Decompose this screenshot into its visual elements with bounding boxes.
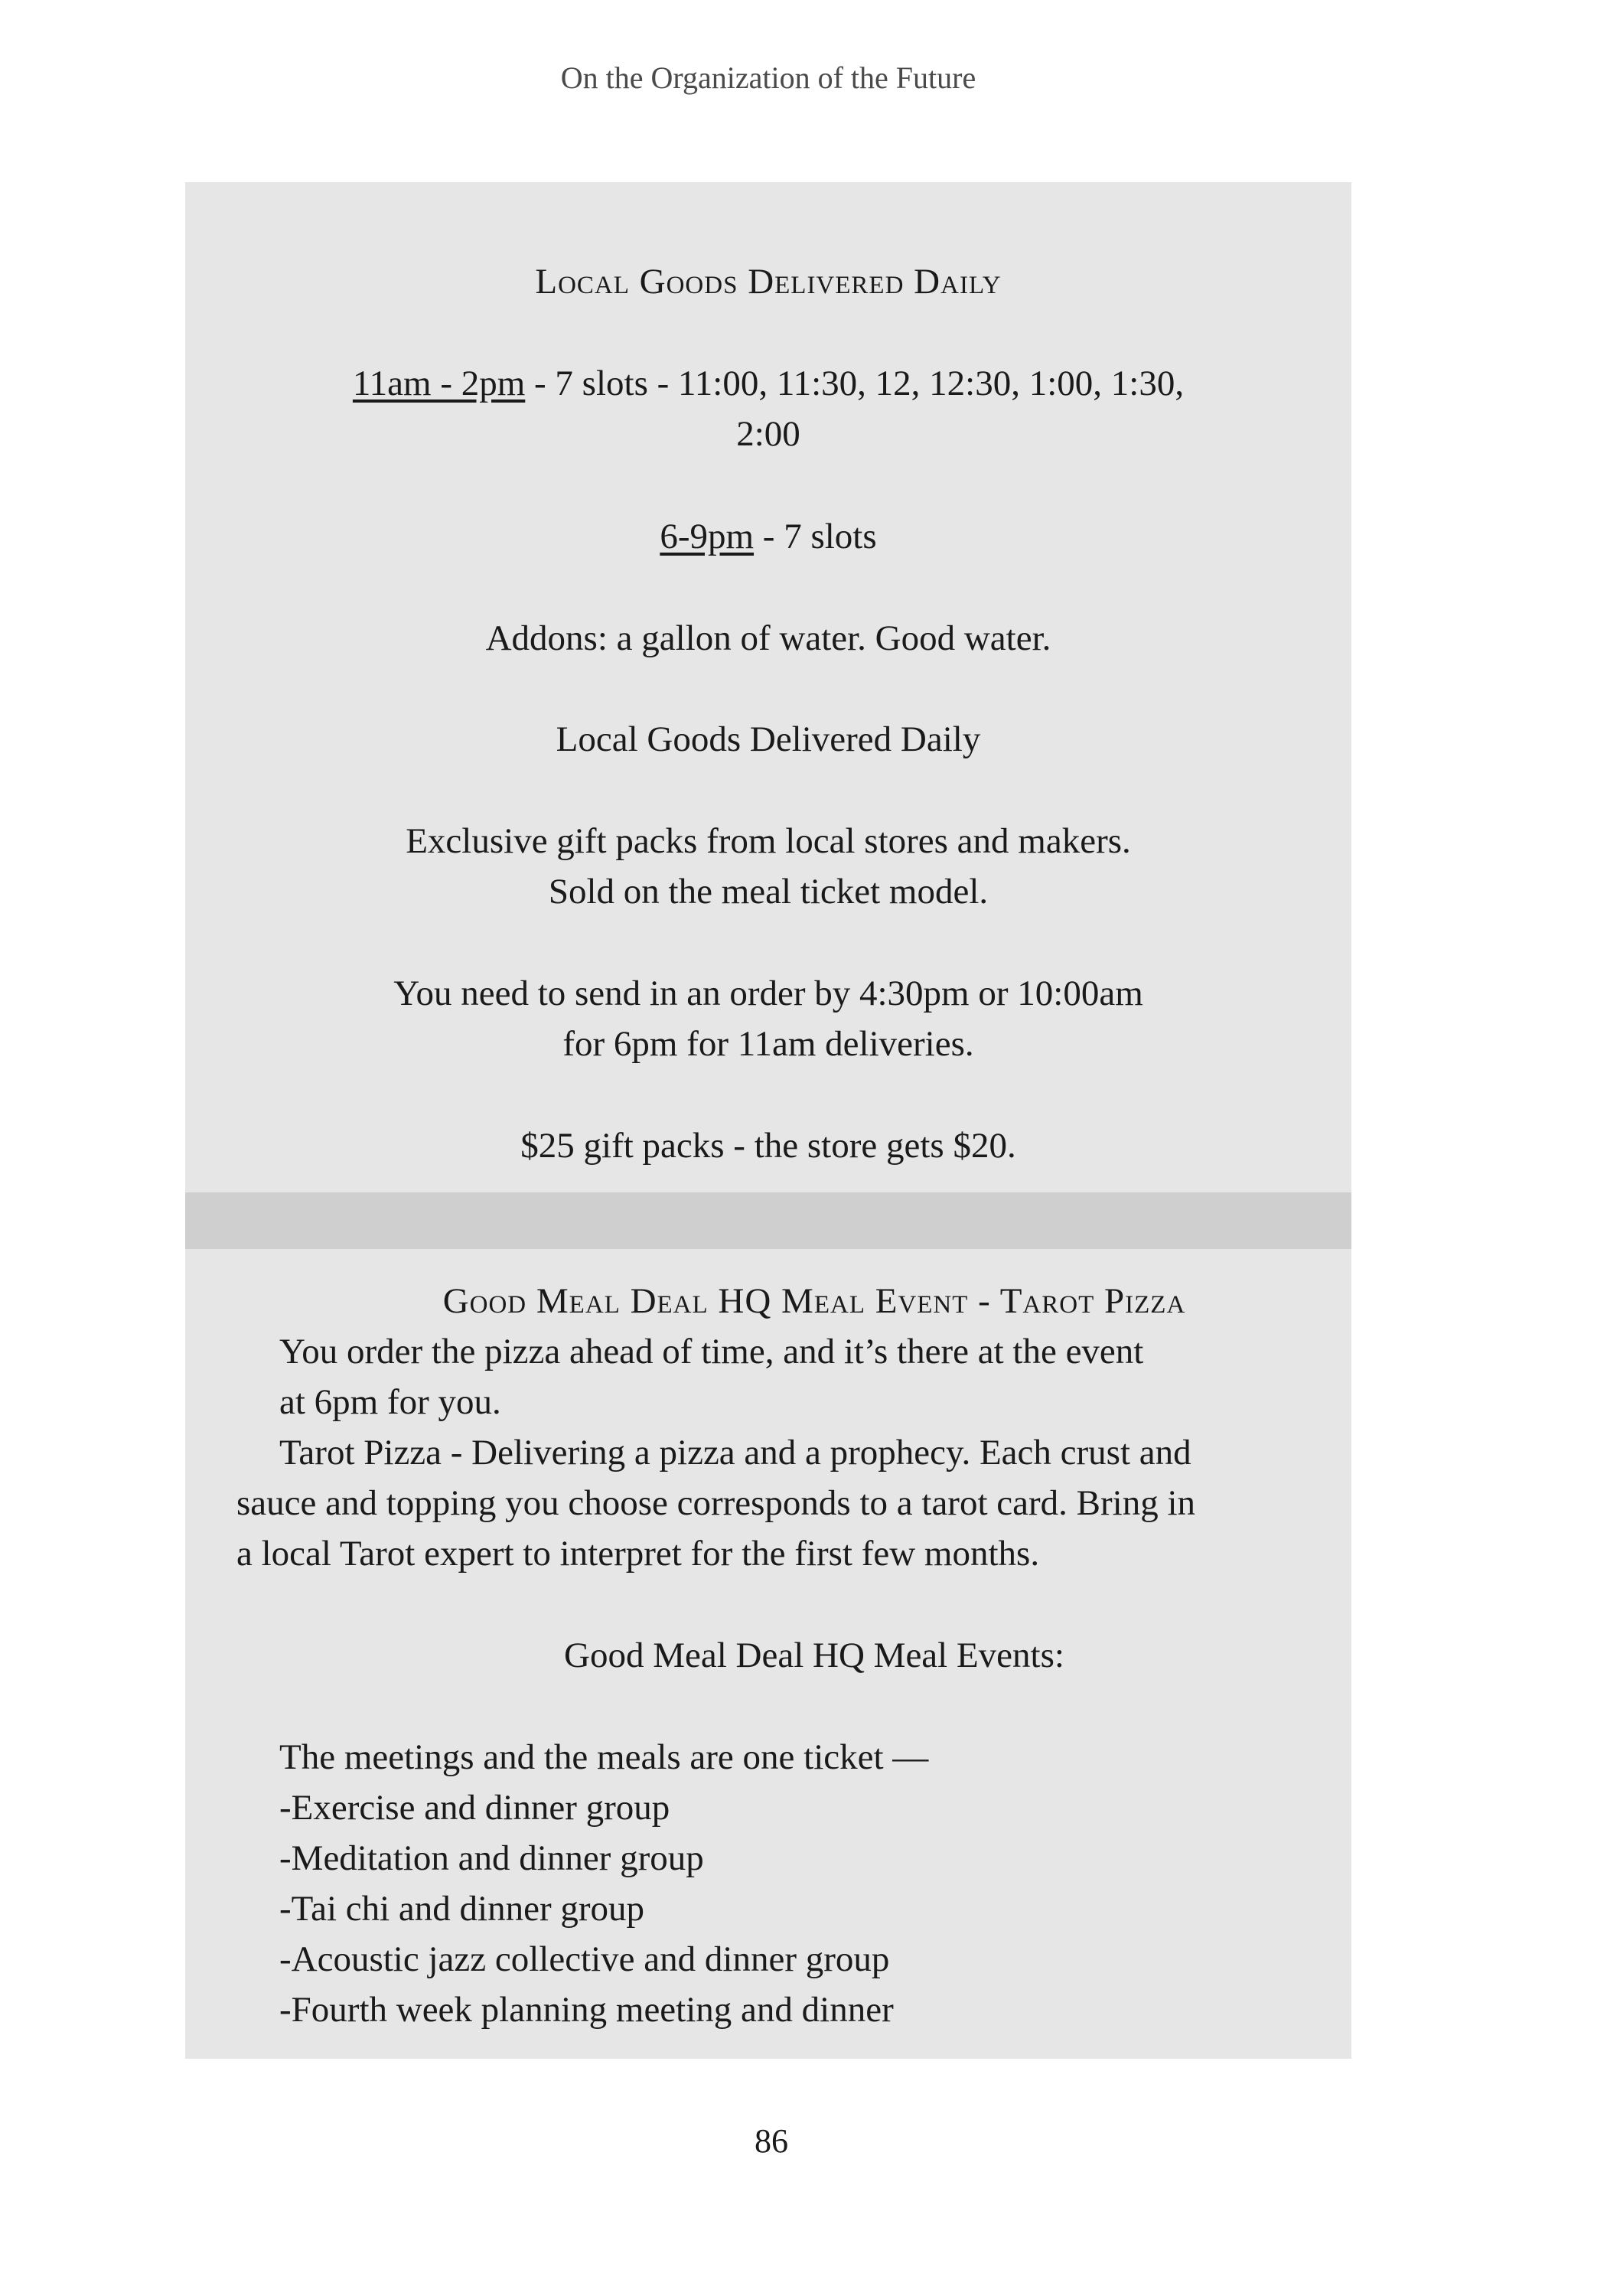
list-item: -Acoustic jazz collective and dinner group (279, 1939, 890, 1979)
time-range-lunch: 11am - 2pm (352, 364, 526, 403)
running-header: On the Organization of the Future (560, 60, 976, 95)
section-divider (185, 1192, 1351, 1249)
time-range-dinner: 6-9pm (660, 517, 755, 556)
repeat-title: Local Goods Delivered Daily (556, 719, 981, 759)
paragraph-line: You order the pizza ahead of time, and it’s there at the event (279, 1332, 1144, 1371)
paragraph-line: Tarot Pizza - Delivering a pizza and a prophecy. Each crust and (279, 1433, 1191, 1473)
slot-details: - 7 slots - 11:00, 11:30, 12, 12:30, 1:00, 1:30, (525, 364, 1185, 403)
list-item: -Tai chi and dinner group (279, 1889, 644, 1929)
addons-line: Addons: a gallon of water. Good water. (485, 618, 1051, 658)
section-heading: Good Meal Deal HQ Meal Event - Tarot Pizza (442, 1281, 1186, 1321)
list-item: -Meditation and dinner group (279, 1838, 704, 1878)
price-line: $25 gift packs - the store gets $20. (520, 1126, 1016, 1166)
list-item: -Fourth week planning meeting and dinner (279, 1990, 894, 2030)
slot-count: - 7 slots (754, 517, 877, 556)
meal-event-section (185, 1249, 1351, 2059)
slot-line-dinner (185, 511, 1351, 562)
order-line: You need to send in an order by 4:30pm or 10:00am (393, 974, 1143, 1013)
events-intro: The meetings and the meals are one ticket — (279, 1737, 929, 1777)
paragraph-line: at 6pm for you. (279, 1382, 501, 1422)
paragraph-line: sauce and topping you choose corresponds to a tarot card. Bring in (236, 1483, 1196, 1523)
section-heading: Local Goods Delivered Daily (535, 262, 1002, 302)
page-number: 86 (755, 2122, 788, 2160)
local-goods-section (185, 182, 1351, 1192)
gift-line: Exclusive gift packs from local stores and makers. (406, 821, 1131, 861)
gift-line: Sold on the meal ticket model. (548, 872, 989, 912)
order-line: for 6pm for 11am deliveries. (562, 1024, 974, 1064)
events-title: Good Meal Deal HQ Meal Events: (564, 1636, 1064, 1675)
list-item: -Exercise and dinner group (279, 1788, 670, 1828)
slot-line-continued: 2:00 (736, 414, 800, 454)
paragraph-line: a local Tarot expert to interpret for the first few months. (236, 1534, 1040, 1574)
slot-line (185, 358, 1351, 409)
